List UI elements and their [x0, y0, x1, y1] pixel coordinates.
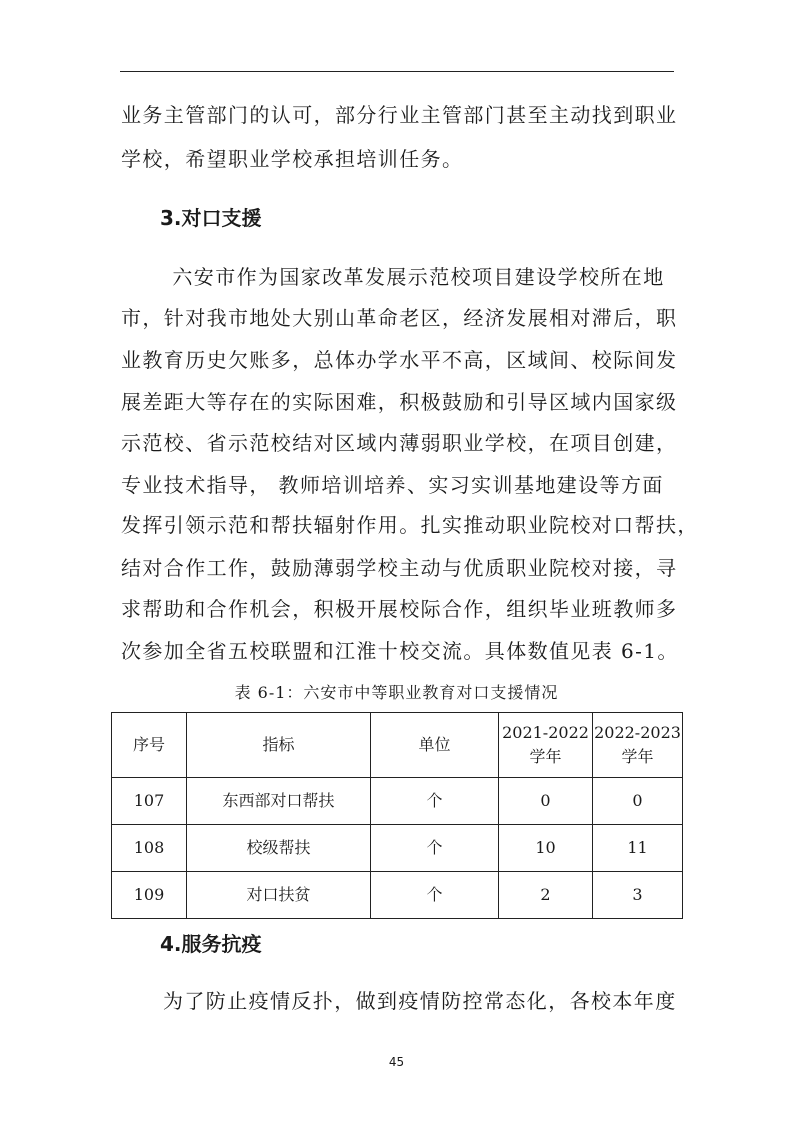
- table-cell: 0: [499, 778, 593, 825]
- table-cell: 校级帮扶: [187, 825, 371, 872]
- support-table: [111, 712, 683, 919]
- text-line: 示范校、省示范校结对区域内薄弱职业学校，在项目创建，: [121, 431, 678, 455]
- header-cell: 单位: [371, 713, 499, 778]
- table-cell: 109: [112, 872, 187, 919]
- table-cell: 3: [593, 872, 683, 919]
- table-cell: 东西部对口帮扶: [187, 778, 371, 825]
- text-line: 求帮助和合作机会，积极开展校际合作，组织毕业班教师多: [121, 597, 678, 621]
- table-cell: 2: [499, 872, 593, 919]
- table-caption: 表 6-1：六安市中等职业教育对口支援情况: [234, 683, 559, 702]
- table-cell: 对口扶贫: [187, 872, 371, 919]
- table-cell: 个: [371, 872, 499, 919]
- table-row: [112, 872, 683, 919]
- table-cell: 个: [371, 825, 499, 872]
- text-line: 六安市作为国家改革发展示范校项目建设学校所在地: [151, 265, 665, 289]
- text-line: 业教育历史欠账多，总体办学水平不高，区域间、校际间发: [121, 348, 678, 372]
- header-cell: 2022-2023 学年: [593, 713, 683, 778]
- section-heading-4: 4.服务抗疫: [160, 932, 262, 956]
- paragraph-bottom: 为了防止疫情反扑，做到疫情防控常态化，各校本年度: [163, 989, 677, 1013]
- table-cell: 107: [112, 778, 187, 825]
- header-cell: 2021-2022 学年: [499, 713, 593, 778]
- text-line: 业务主管部门的认可，部分行业主管部门甚至主动找到职业: [121, 103, 678, 127]
- table-cell: 11: [593, 825, 683, 872]
- table-cell: 个: [371, 778, 499, 825]
- table-header-row: [112, 713, 683, 778]
- table-cell: 0: [593, 778, 683, 825]
- header-cell: 指标: [187, 713, 371, 778]
- text-line: 学校，希望职业学校承担培训任务。: [121, 147, 464, 171]
- table-row: [112, 825, 683, 872]
- text-line: 结对合作工作，鼓励薄弱学校主动与优质职业院校对接，寻: [121, 556, 678, 580]
- table-row: [112, 778, 683, 825]
- table-cell: 108: [112, 825, 187, 872]
- page-number: 45: [388, 1055, 405, 1069]
- text-line: 发挥引领示范和帮扶辐射作用。扎实推动职业院校对口帮扶，: [121, 513, 699, 537]
- header-cell: 序号: [112, 713, 187, 778]
- section-heading-3: 3.对口支援: [160, 206, 262, 230]
- text-line: 专业技术指导， 教师培训培养、实习实训基地建设等方面: [121, 473, 664, 497]
- header-rule: [120, 71, 674, 72]
- table-cell: 10: [499, 825, 593, 872]
- text-line: 展差距大等存在的实际困难，积极鼓励和引导区域内国家级: [121, 390, 678, 414]
- text-line: 次参加全省五校联盟和江淮十校交流。具体数值见表 6-1。: [121, 639, 679, 663]
- text-line: 市，针对我市地处大别山革命老区，经济发展相对滞后，职: [121, 306, 678, 330]
